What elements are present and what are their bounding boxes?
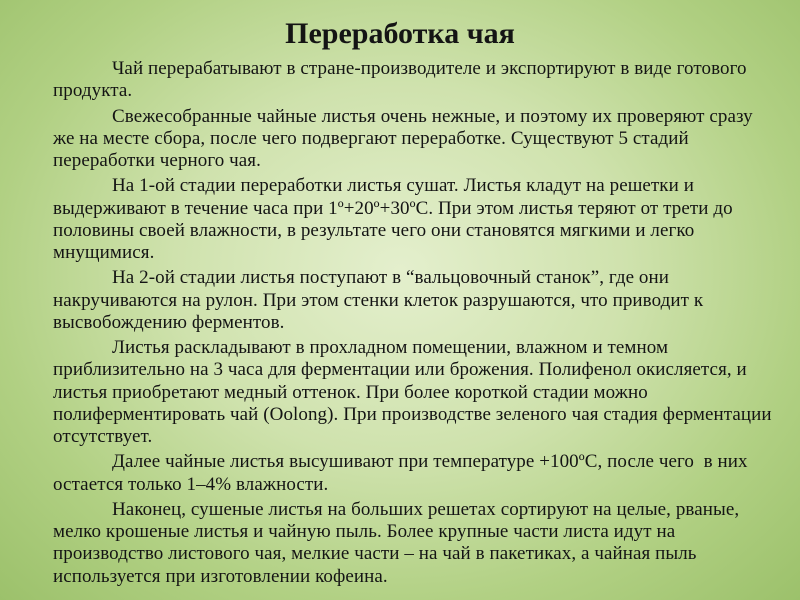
paragraph-fermentation: Листья раскладывают в прохладном помещении, влажном и темном приблизительно на 3 часа для ферментации или брожения. Полифенол окисляется, и листья приобретают медный оттенок. При более короткой стадии можно полиферментировать чай (Oolong). При производстве зеленого чая стадия ферментации отсутствует. — [53, 337, 777, 447]
slide-title: Переработка чая — [285, 17, 515, 50]
paragraph-fresh-leaves: Свежесобранные чайные листья очень нежные, и поэтому их проверяют сразу же на месте сбора, после чего подвергают переработке. Существуют 5 стадий переработки черного чая. — [53, 105, 758, 171]
paragraph-drying: Далее чайные листья высушивают при температуре +100ºC, после чего в них остается только 1–4% влажности. — [53, 451, 753, 495]
slide-body — [53, 58, 778, 591]
paragraph-stage-2: На 2-ой стадии листья поступают в “вальцовочный станок”, где они накручиваются на рулон. При этом стенки клеток разрушаются, что приводит к высвобождению ферментов. — [53, 267, 708, 333]
paragraph-sorting: Наконец, сушеные листья на больших решетах сортируют на целые, рваные, мелко крошеные листья и чайную пыль. Более крупные части листа идут на производство листового чая, мелкие части – на чай в пакетиках, а чайная пыль используется при изготовлении кофеина. — [53, 498, 745, 587]
paragraph-intro: Чай перерабатывают в стране-производителе и экспортируют в виде готового продукта. — [53, 58, 752, 102]
paragraph-stage-1: На 1-ой стадии переработки листья сушат. Листья кладут на решетки и выдерживают в течение часа при 1º+20º+30ºC. При этом листья теряют от трети до половины своей влажности, в результате чего они становятся мягкими и легко мнущимися. — [53, 175, 738, 263]
